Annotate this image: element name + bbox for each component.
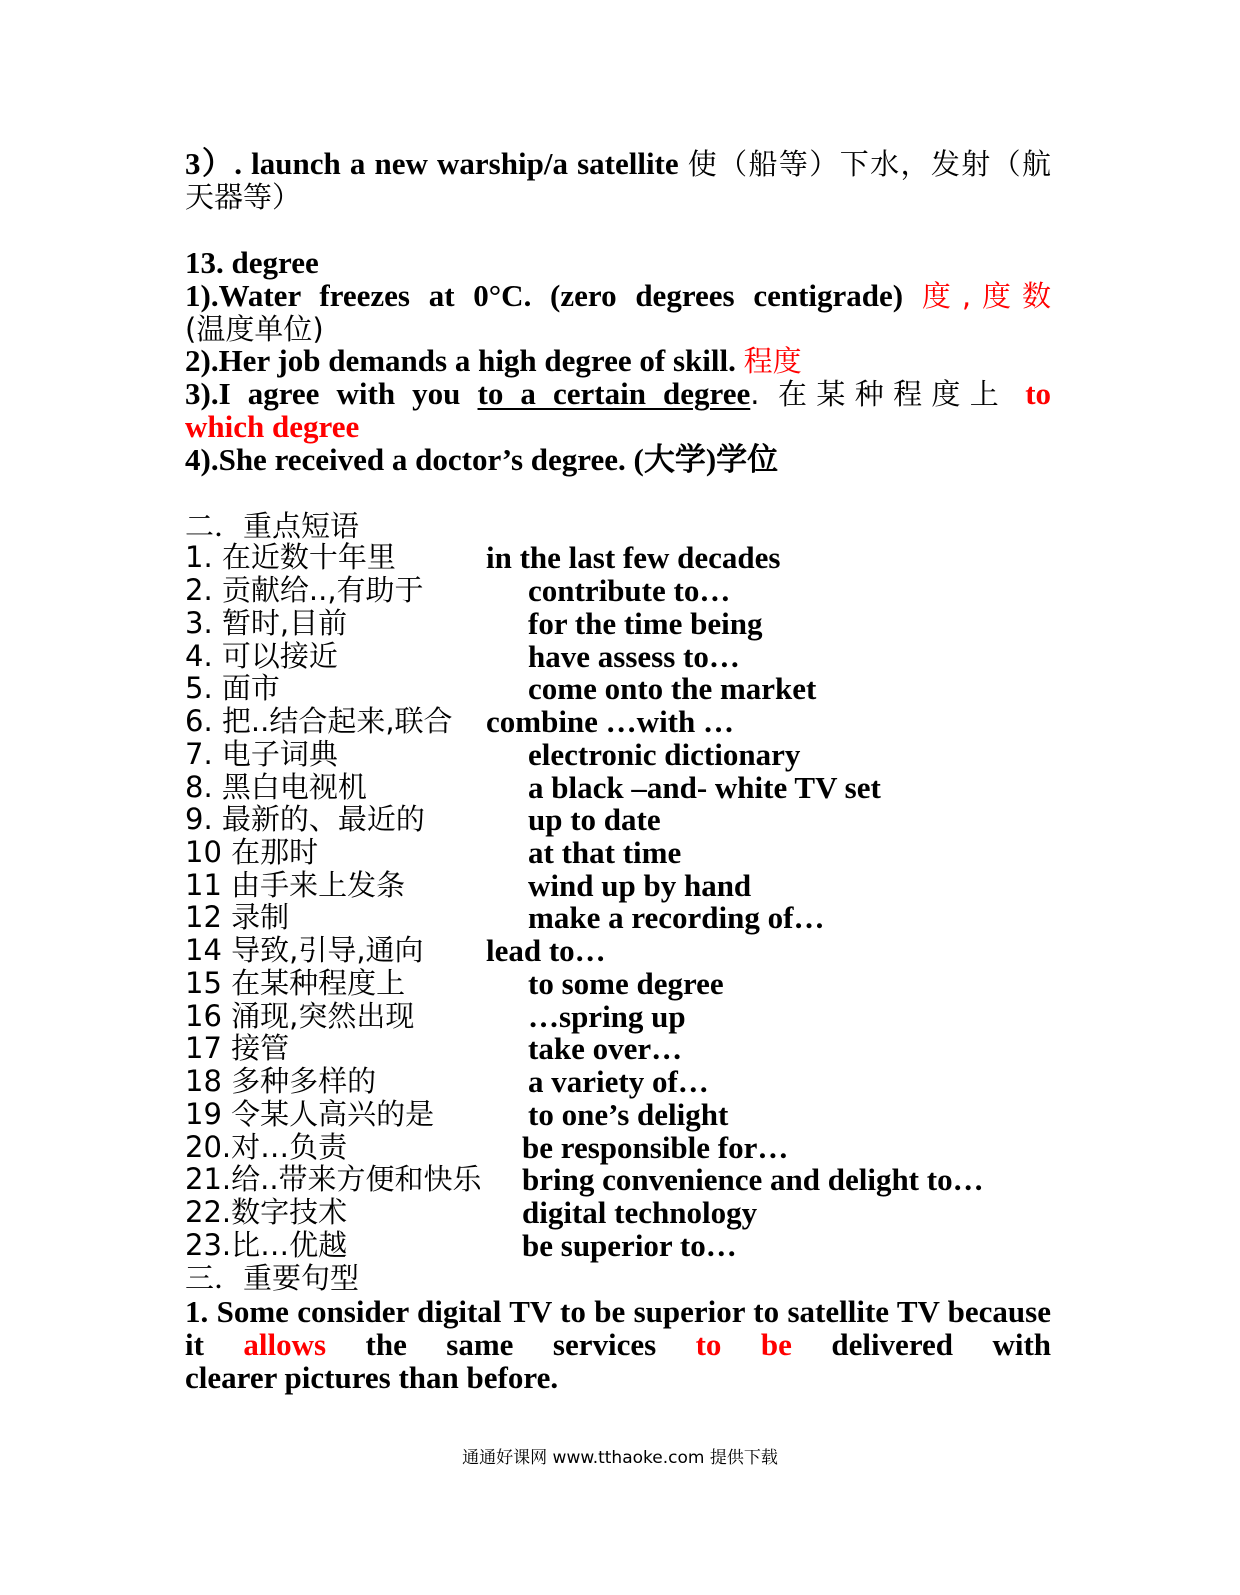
phrase-row	[185, 934, 1085, 967]
phrase-english: a black –and- white TV set	[528, 770, 881, 805]
phrase-chinese: 12 录制	[185, 900, 290, 934]
phrase-english: wind up by hand	[528, 868, 752, 903]
phrase-row	[185, 1032, 1085, 1065]
phrase-row	[185, 869, 1085, 902]
phrase-row	[185, 967, 1085, 1000]
phrase-row	[185, 1196, 1085, 1229]
phrase-chinese: 11 由手来上发条	[185, 868, 406, 902]
launch-line-2: 天器等）	[185, 180, 302, 214]
phrase-chinese: 9. 最新的、最近的	[185, 802, 425, 836]
phrase-english: contribute to…	[528, 573, 731, 608]
phrase-english: be responsible for…	[522, 1130, 789, 1165]
phrase-row	[185, 803, 1085, 836]
phrase-chinese: 1. 在近数十年里	[185, 540, 396, 574]
phrase-chinese: 18 多种多样的	[185, 1064, 377, 1098]
phrase-row	[185, 836, 1085, 869]
phrase-chinese: 15 在某种程度上	[185, 966, 406, 1000]
phrase-row	[185, 607, 1085, 640]
phrase-chinese: 17 接管	[185, 1031, 290, 1065]
phrase-chinese: 20.对…负责	[185, 1130, 348, 1164]
phrase-chinese: 4. 可以接近	[185, 639, 338, 673]
phrase-chinese: 22.数字技术	[185, 1195, 348, 1229]
phrase-english: lead to…	[486, 933, 606, 968]
degree-example-3: 3).I agree with you to a certain degree. 在某种程度上 to	[185, 376, 1052, 411]
degree-example-3-cont: which degree	[185, 409, 360, 444]
phrase-english: electronic dictionary	[528, 737, 801, 772]
sentence-1: 1. Some consider digital TV to be superior to satellite TV because it allows the same services to be delivered with	[185, 1294, 1052, 1362]
degree-heading: 13. degree	[185, 245, 319, 280]
phrase-row	[185, 672, 1085, 705]
phrase-row	[185, 640, 1085, 673]
phrase-row	[185, 1000, 1085, 1033]
phrase-english: make a recording of…	[528, 900, 825, 935]
phrase-english: bring convenience and delight to…	[522, 1162, 984, 1197]
phrase-chinese: 7. 电子词典	[185, 737, 338, 771]
phrase-english: be superior to…	[522, 1228, 737, 1263]
underlined-phrase: to a certain degree	[477, 376, 751, 411]
phrase-chinese: 19 令某人高兴的是	[185, 1097, 435, 1131]
phrases-heading: 二．重点短语	[185, 509, 360, 543]
phrase-english: to one’s delight	[528, 1097, 729, 1132]
phrase-chinese: 8. 黑白电视机	[185, 770, 367, 804]
degree-example-4: 4).She received a doctor’s degree. (大学)学位	[185, 442, 779, 477]
phrase-english: have assess to…	[528, 639, 740, 674]
sentences-heading: 三．重要句型	[185, 1261, 360, 1295]
phrase-chinese: 14 导致,引导,通向	[185, 933, 424, 967]
phrase-english: come onto the market	[528, 671, 817, 706]
phrase-row	[185, 1131, 1085, 1164]
phrase-row	[185, 1098, 1085, 1131]
phrase-chinese: 16 涌现,突然出现	[185, 999, 415, 1033]
phrase-row	[185, 1163, 1085, 1196]
phrase-chinese: 10 在那时	[185, 835, 319, 869]
phrase-english: to some degree	[528, 966, 724, 1001]
phrase-chinese: 23.比…优越	[185, 1228, 348, 1262]
phrase-chinese: 3. 暂时,目前	[185, 606, 348, 640]
phrase-english: take over…	[528, 1031, 683, 1066]
launch-line-1: 3）. launch a new warship/a satellite 使（船等）下水，发射（航	[185, 146, 1051, 181]
phrase-row	[185, 705, 1085, 738]
phrase-row	[185, 1065, 1085, 1098]
phrase-row	[185, 738, 1085, 771]
phrase-row	[185, 901, 1085, 934]
footer-note: 通通好课网 www.tthaoke.com 提供下载	[462, 1448, 778, 1468]
phrase-row	[185, 1229, 1085, 1262]
phrase-row	[185, 771, 1085, 804]
phrase-english: for the time being	[528, 606, 763, 641]
phrase-english: combine …with …	[486, 704, 734, 739]
phrase-english: at that time	[528, 835, 682, 870]
phrase-english: a variety of…	[528, 1064, 709, 1099]
phrase-chinese: 21.给..带来方便和快乐	[185, 1162, 482, 1196]
phrase-english: …spring up	[528, 999, 686, 1034]
phrase-english: in the last few decades	[486, 540, 781, 575]
degree-example-2: 2).Her job demands a high degree of skill. 程度	[185, 343, 802, 378]
phrase-row	[185, 541, 1085, 574]
phrase-chinese: 2. 贡献给..,有助于	[185, 573, 424, 607]
degree-example-1: 1).Water freezes at 0°C. (zero degrees centigrade) 度,度数	[185, 278, 1052, 313]
phrase-chinese: 5. 面市	[185, 671, 280, 705]
phrase-english: up to date	[528, 802, 661, 837]
phrase-english: digital technology	[522, 1195, 758, 1230]
phrase-row	[185, 574, 1085, 607]
phrase-chinese: 6. 把..结合起来,联合	[185, 704, 453, 738]
sentence-1-end: clearer pictures than before.	[185, 1360, 559, 1395]
degree-example-1-note: (温度单位)	[185, 312, 324, 346]
